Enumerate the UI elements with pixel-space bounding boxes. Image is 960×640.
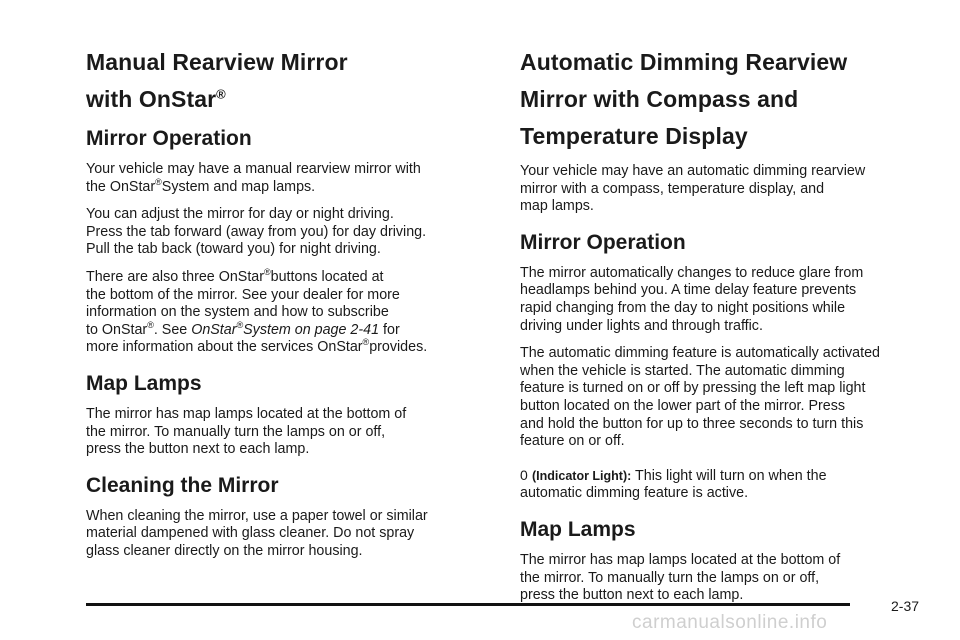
text-line: when the vehicle is started. The automatic dimming	[520, 362, 845, 379]
left-mirror-operation-heading: Mirror Operation	[86, 127, 252, 150]
text-line: The mirror has map lamps located at the bottom of	[520, 551, 841, 568]
right-map-lamps-heading: Map Lamps	[520, 517, 636, 541]
registered-mark: ®	[236, 319, 244, 330]
text-run: more information about the services OnStar	[86, 339, 363, 356]
text-run: System on page 2-41	[243, 321, 380, 338]
registered-mark: ®	[264, 267, 271, 278]
left-title-line-1: Manual Rearview Mirror	[86, 49, 348, 75]
text-line: press the button next to each lamp.	[520, 587, 744, 604]
registered-mark: ®	[147, 319, 154, 330]
text-run: buttons located at	[270, 268, 384, 285]
left-mirror-operation-para-3	[86, 269, 486, 357]
watermark-text: carmanualsonline.info	[632, 612, 828, 633]
text-line: headlamps behind you. A time delay feature prevents	[520, 282, 857, 299]
text-line: You can adjust the mirror for day or night driving.	[86, 206, 394, 223]
text-run: This light will turn on when the	[631, 467, 827, 484]
right-title-line-2: Mirror with Compass and	[520, 86, 799, 112]
right-mirror-operation-para-2	[520, 345, 930, 451]
right-map-lamps-para	[520, 552, 930, 605]
text-run: for	[379, 321, 400, 338]
text-line: and hold the button for up to three seconds to turn this	[520, 415, 864, 432]
left-cleaning-para	[86, 508, 486, 561]
registered-mark: ®	[155, 176, 162, 187]
text-run: System and map lamps.	[161, 178, 316, 195]
text-line: Your vehicle may have an automatic dimming rearview	[520, 163, 866, 179]
text-line: material dampened with glass cleaner. Do not spray	[86, 525, 415, 542]
text-line: the bottom of the mirror. See your dealer for more	[86, 286, 400, 303]
text-run: . See	[153, 321, 192, 338]
text-line	[86, 339, 486, 357]
text-line: button located on the lower part of the mirror. Press	[520, 397, 846, 414]
left-column	[86, 44, 486, 571]
text-line: Your vehicle may have a manual rearview mirror with	[86, 161, 421, 177]
text-line	[86, 176, 486, 197]
text-line: map lamps.	[520, 198, 594, 215]
right-mirror-operation-para-1	[520, 265, 930, 335]
text-line: The mirror has map lamps located at the bottom of	[86, 405, 407, 422]
text-line: automatic dimming feature is active.	[520, 485, 749, 502]
text-line	[86, 319, 486, 340]
left-title-line-2	[86, 81, 486, 118]
indicator-light-label: (Indicator Light):	[532, 468, 632, 483]
left-cleaning-heading: Cleaning the Mirror	[86, 473, 279, 497]
right-page-title	[520, 44, 930, 155]
right-title-line-3: Temperature Display	[520, 123, 748, 149]
left-page-title	[86, 44, 486, 118]
left-mirror-operation-para-2	[86, 206, 486, 259]
text-line: glass cleaner directly on the mirror housing.	[86, 542, 363, 559]
text-run: OnStar	[191, 321, 237, 338]
text-run: There are also three OnStar	[86, 268, 265, 285]
text-line: mirror with a compass, temperature display, and	[520, 180, 825, 197]
registered-mark: ®	[216, 86, 226, 102]
text-line: feature is turned on or off by pressing the left map light	[520, 380, 866, 397]
right-intro-para	[520, 163, 930, 216]
right-indicator-light-para	[520, 467, 930, 503]
registered-mark: ®	[362, 337, 370, 348]
onstar-system-reference	[191, 319, 380, 338]
footer-rule	[86, 603, 850, 606]
text-line: When cleaning the mirror, use a paper towel or similar	[86, 507, 428, 524]
left-title-line-2-text: with OnStar	[86, 86, 217, 112]
text-line	[520, 467, 930, 486]
text-line: information on the system and how to subscribe	[86, 304, 389, 321]
right-column	[520, 44, 930, 615]
page-number: 2-37	[891, 598, 920, 614]
text-run: provides.	[369, 339, 428, 356]
text-line: Press the tab forward (away from you) for day driving.	[86, 223, 427, 240]
left-map-lamps-heading: Map Lamps	[86, 371, 202, 395]
text-line: rapid changing from the day to night positions while	[520, 299, 846, 316]
right-title-line-1: Automatic Dimming Rearview	[520, 49, 848, 75]
text-run: to OnStar	[86, 321, 148, 338]
text-line	[86, 269, 486, 287]
text-line: driving under lights and through traffic.	[520, 317, 763, 334]
left-map-lamps-para	[86, 406, 486, 459]
text-line: The automatic dimming feature is automatically activated	[520, 345, 880, 362]
text-line: the mirror. To manually turn the lamps on or off,	[520, 569, 820, 586]
indicator-light-icon: 0	[520, 466, 528, 483]
text-line: feature on or off.	[520, 433, 625, 450]
text-line: Pull the tab back (toward you) for night driving.	[86, 241, 381, 258]
text-run: the OnStar	[86, 178, 156, 195]
left-mirror-operation-para-1	[86, 161, 486, 196]
text-line: The mirror automatically changes to reduce glare from	[520, 264, 864, 281]
text-line: the mirror. To manually turn the lamps on or off,	[86, 423, 386, 440]
right-mirror-operation-heading: Mirror Operation	[520, 230, 686, 254]
text-line: press the button next to each lamp.	[86, 441, 310, 458]
